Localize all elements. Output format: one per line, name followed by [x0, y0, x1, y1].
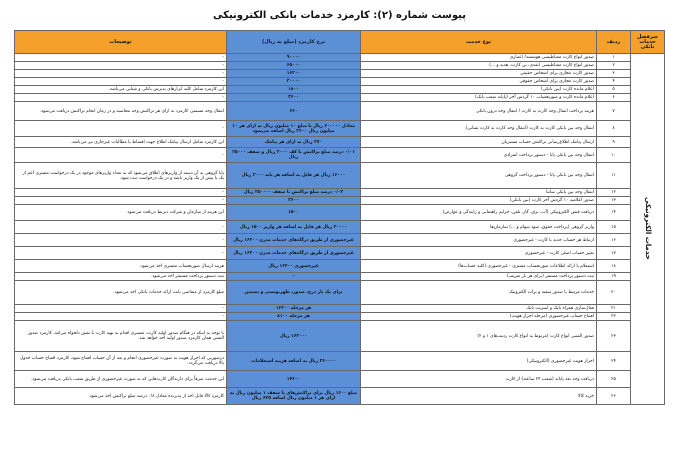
fee-cell: مبلغ ۱۶۰۰ ریال برای تراکنش‌های تا سقف ۱ میلیون ریال به ازای هر ۱ میلیون ریال اضافه ۶۲۵ ریال	[227, 388, 361, 405]
service-cell: صدور انواع کارت مغناطیسی (نقدی، بن کارت، هدیه و ...)	[361, 62, 597, 70]
fee-cell: ۲۷۰ ریال به ازای هر پیامک	[227, 137, 361, 148]
service-cell: افتتاح حساب غیرحضوری (مرحله احراز هویت)	[361, 313, 597, 321]
fee-cell: ۶۶۰	[227, 102, 361, 121]
fee-cell: معادل ۶۰۰۰۰۰ ریال تا مبلغ ۱۰ میلیون ریال به ازای هر ۱۰ میلیون ریال ۳۶۰۰ ریال اضافه می‌شود	[227, 121, 361, 137]
service-cell: صدور کارت مجازی برای اشخاص حقیقی	[361, 70, 597, 78]
fee-cell: ۲۰۰۰۰ ریال هر فایل به اضافه هر واریز ۱۵۰۰ ریال	[227, 221, 361, 234]
service-cell: ارسال پیامک اطلاع‌رسانی تراکنش حساب مشتریان	[361, 137, 597, 148]
notes-cell: هزینه ارسال صورتحساب مشتری اخذ می‌شود.	[15, 260, 227, 273]
notes-cell: کارمزد کالا قابل اخذ از پذیرنده معادل ۰/۸ درصد مبلغ تراکنش اخذ می‌شود.	[15, 388, 227, 405]
header-fee: نرخ کارمزد (مبلغ به ریال)	[227, 31, 361, 54]
notes-cell: -	[15, 197, 227, 205]
fee-cell: -	[227, 273, 361, 281]
service-cell: انتقال وجه بین بانکی کارت به کارت (انتقال وجه کارت به کارت شتابی)	[361, 121, 597, 137]
notes-cell: -	[15, 54, 227, 62]
table-row	[15, 234, 665, 247]
table-row	[15, 121, 665, 137]
table-row	[15, 54, 665, 62]
row-number-cell: ۸	[597, 121, 631, 137]
fee-cell: ۱۴۶۰۰	[227, 371, 361, 388]
service-cell: اعلام مانده کارت و صورتحساب ۱۰ گردش آخر (پایانه شعب بانک)	[361, 94, 597, 102]
table-row	[15, 221, 665, 234]
notes-cell: این کارمزد شامل کلیه ابزارهای پذیرش بانکی و شتابی می‌باشد.	[15, 86, 227, 94]
row-number-cell: ۷	[597, 102, 631, 121]
row-number-cell: ۵	[597, 86, 631, 94]
service-cell: صدور انواع کارت مغناطیسی هوشمند/ اعتباری	[361, 54, 597, 62]
table-row	[15, 247, 665, 260]
fee-cell: ۱۶۰۰۰ ریال هر فایل به اضافه هر پایه ۲۰۰۰ ریال	[227, 163, 361, 189]
table-row	[15, 197, 665, 205]
fee-cell: ۱۶۲۰۰	[227, 70, 361, 78]
table-header-row	[15, 31, 665, 54]
notes-cell: -	[15, 221, 227, 234]
table-row	[15, 321, 665, 352]
notes-cell: -	[15, 305, 227, 313]
notes-cell: -	[15, 121, 227, 137]
table-row	[15, 205, 665, 221]
table-row	[15, 388, 665, 405]
table-row	[15, 260, 665, 273]
fee-cell: هر مرحله ۱۶۲۰۰	[227, 305, 361, 313]
service-cell: ارتباط هر حساب جدید با کارت - غیرحضوری	[361, 234, 597, 247]
notes-cell: -	[15, 313, 227, 321]
notes-cell: -	[15, 234, 227, 247]
row-number-cell: ۹	[597, 137, 631, 148]
notes-cell: این هزینه از سازمان و شرکت ذیربط دریافت می‌شود.	[15, 205, 227, 221]
service-cell: دریافت وجه نقد پایانه (شعب ۲۴ ساعته) از کارت	[361, 371, 597, 388]
service-cell: صدور اعلامیه ۱۰ گردش آخر کارت (بین بانکی)	[361, 197, 597, 205]
row-number-cell: ۲۵	[597, 371, 631, 388]
service-cell: تغییر حساب اصلی کارت - غیرحضوری	[361, 247, 597, 260]
row-number-cell: ۲۴	[597, 352, 631, 371]
service-cell: احراز هویت غیرحضوری (الکترونیکی)	[361, 352, 597, 371]
fee-cell: ۹۰۰۰۰	[227, 54, 361, 62]
notes-cell: -	[15, 189, 227, 197]
notes-cell: با توجه به اینکه در هنگام صدور اولیه کارت، مشتری اقدام به تهیه کارت با نقش دلخواه می‌کند، کارمزد صدور المثنی همان کارمزد صدور اولیه اخذ خواهد شد.	[15, 321, 227, 352]
row-number-cell: ۲۶	[597, 388, 631, 405]
row-number-cell: ۲۰	[597, 281, 631, 305]
table-row	[15, 352, 665, 371]
service-cell: اعلام مانده کارت (بین بانکی)	[361, 86, 597, 94]
header-service: نوع خدمت	[361, 31, 597, 54]
fee-cell: ۶۵۰۰۰	[227, 62, 361, 70]
fee-table	[14, 30, 665, 405]
notes-cell: -	[15, 148, 227, 163]
row-number-cell: ۱۷	[597, 247, 631, 260]
fee-cell: ۲۶۰۰۰۰ ریال به اضافه هزینه استعلامات	[227, 352, 361, 371]
row-number-cell: ۲۱	[597, 305, 631, 313]
row-number-cell: ۱۸	[597, 260, 631, 273]
notes-cell: -	[15, 62, 227, 70]
row-number-cell: ۱۱	[597, 163, 631, 189]
row-number-cell: ۱۴	[597, 205, 631, 221]
fee-cell: ۱۶۲۰۰۰ ریال	[227, 321, 361, 352]
fee-cell: ۳۶۰۰	[227, 197, 361, 205]
fee-cell: ۱۵۰۰	[227, 205, 361, 221]
row-number-cell: ۶	[597, 94, 631, 102]
service-cell: خدمات مرتبط با صدور سفته و برات الکترونیک	[361, 281, 597, 305]
row-number-cell: ۱۹	[597, 273, 631, 281]
header-category: سرفصل خدمات بانکی	[631, 31, 665, 54]
table-row	[15, 102, 665, 121]
service-cell: خرید کالا	[361, 388, 597, 405]
service-cell: صدور المثنی انواع کارت (مربوط به انواع کارت ردیف‌های ۱ و ۲)	[361, 321, 597, 352]
category-label: خدمات الکترونیکی	[644, 196, 652, 260]
row-number-cell: ۲	[597, 62, 631, 70]
table-row	[15, 313, 665, 321]
fee-cell: غیرحضوری ۱۶۲۰۰ ریال	[227, 260, 361, 273]
notes-cell: -	[15, 78, 227, 86]
table-row	[15, 78, 665, 86]
notes-cell: این کارمزد شامل ارسال پیامک اطلاع جهت اقساط یا مطالبات غیرجاری نیز می‌باشد.	[15, 137, 227, 148]
document-title: پیوست شماره (۲): کارمزد خدمات بانکی الکترونیکی	[213, 10, 466, 21]
service-cell: استعلام یا ارائه اطلاعات صورتحساب مشتری - غیرحضوری (کلیه حساب‌ها)	[361, 260, 597, 273]
row-number-cell: ۲۲	[597, 313, 631, 321]
table-row	[15, 62, 665, 70]
notes-cell: این خدمت صرفاً برای دارندگان کارت‌هایی که به صورت غیرحضوری از طریق شعب بانکی دریافت می‌شود.	[15, 371, 227, 388]
service-cell: دریافت قبض الکترونیکی (آب، برق، گاز، تلفن، جرایم راهنمایی و رانندگی و عوارض)	[361, 205, 597, 221]
fee-cell: ۱۸۰۰	[227, 86, 361, 94]
notes-cell: -	[15, 70, 227, 78]
table-row	[15, 70, 665, 78]
service-cell: صدور کارت مجازی برای اشخاص حقوقی	[361, 78, 597, 86]
row-number-cell: ۱۰	[597, 148, 631, 163]
table-row	[15, 305, 665, 313]
service-cell: هزینه پرداخت انتقال وجه کارت به کارت / انتقال وجه درون بانکی	[361, 102, 597, 121]
table-row	[15, 137, 665, 148]
service-cell: انتقال وجه بین بانکی پایا - دستور پرداخت گروهی	[361, 163, 597, 189]
table-row	[15, 86, 665, 94]
service-cell: فعال‌سازی همراه بانک و اینترنت بانک	[361, 305, 597, 313]
table-row	[15, 163, 665, 189]
table-row	[15, 189, 665, 197]
notes-cell: مبلغ کارمزد از متقاضی بابت ارائه خدمات بانکی اخذ می‌شود.	[15, 281, 227, 305]
notes-cell: ثبت دستور پرداخت مستمر اخذ می‌شود.	[15, 273, 227, 281]
row-number-cell: ۱	[597, 54, 631, 62]
notes-cell: انتقال وجه مستمر، کارمزد به ازای هر تراکنش وجه محاسبه و در زمان انجام تراکنش دریافت می‌شود.	[15, 102, 227, 121]
row-number-cell: ۱۳	[597, 197, 631, 205]
table-row	[15, 148, 665, 163]
notes-cell: درصورتی که احراز هویت به صورت غیرحضوری انجام و بعد از آن حساب افتتاح شود، کارمزد افتتاح حساب جدول بالا دریافت می‌گردد.	[15, 352, 227, 371]
fee-cell: ۲۰۰۰۰	[227, 78, 361, 86]
table-row	[15, 281, 665, 305]
table-row	[15, 273, 665, 281]
fee-cell: ۰/۰۱ درصد مبلغ تراکنش با کف ۲۰۰۰ ریال و سقف ۲۵۰۰۰ ریال	[227, 148, 361, 163]
row-number-cell: ۴	[597, 78, 631, 86]
header-row-number: ردیف	[597, 31, 631, 54]
row-number-cell: ۱۲	[597, 189, 631, 197]
table-row	[15, 371, 665, 388]
fee-cell: غیرحضوری از طریق درگاه‌های خدمات مدرن ۱۶۲۰۰ ریال	[227, 247, 361, 260]
service-cell: انتقال وجه بین بانکی ساتنا	[361, 189, 597, 197]
fee-cell: برای یک بار درج، صدور، ظهرنویسی و تضمین	[227, 281, 361, 305]
service-cell: ثبت دستور پرداخت مستمر (برای هر بار تعریف)	[361, 273, 597, 281]
category-cell	[631, 54, 665, 405]
row-number-cell: ۱۵	[597, 221, 631, 234]
table-row	[15, 94, 665, 102]
notes-cell: -	[15, 94, 227, 102]
notes-cell: -	[15, 247, 227, 260]
service-cell: واریز گروهی (پرداخت حقوق، سود سهام و ...) سازمان‌ها	[361, 221, 597, 234]
fee-cell: ۳۶۰۰	[227, 94, 361, 102]
header-notes: توضیحات	[15, 31, 227, 54]
row-number-cell: ۳	[597, 70, 631, 78]
fee-cell: ۰/۰۲ درصد مبلغ تراکنش تا سقف ۳۵۰۰۰۰ ریال	[227, 189, 361, 197]
row-number-cell: ۱۶	[597, 234, 631, 247]
table-body	[15, 54, 665, 405]
fee-cell: هر مرحله ۸۱۰۰	[227, 313, 361, 321]
fee-cell: غیرحضوری از طریق درگاه‌های خدمات مدرن ۱۶۲۰۰ ریال	[227, 234, 361, 247]
notes-cell: پایا گروهی به آن دسته از واریزهای اطلاق می‌شود که به تعداد واریزهای موجود در یک درخواست مشتری اعم از یک یا بیش از یک واریز باشد و در یک درخواست ثبت شود.	[15, 163, 227, 189]
service-cell: انتقال وجه بین بانکی پایا - دستور پرداخت انفرادی	[361, 148, 597, 163]
row-number-cell: ۲۳	[597, 321, 631, 352]
